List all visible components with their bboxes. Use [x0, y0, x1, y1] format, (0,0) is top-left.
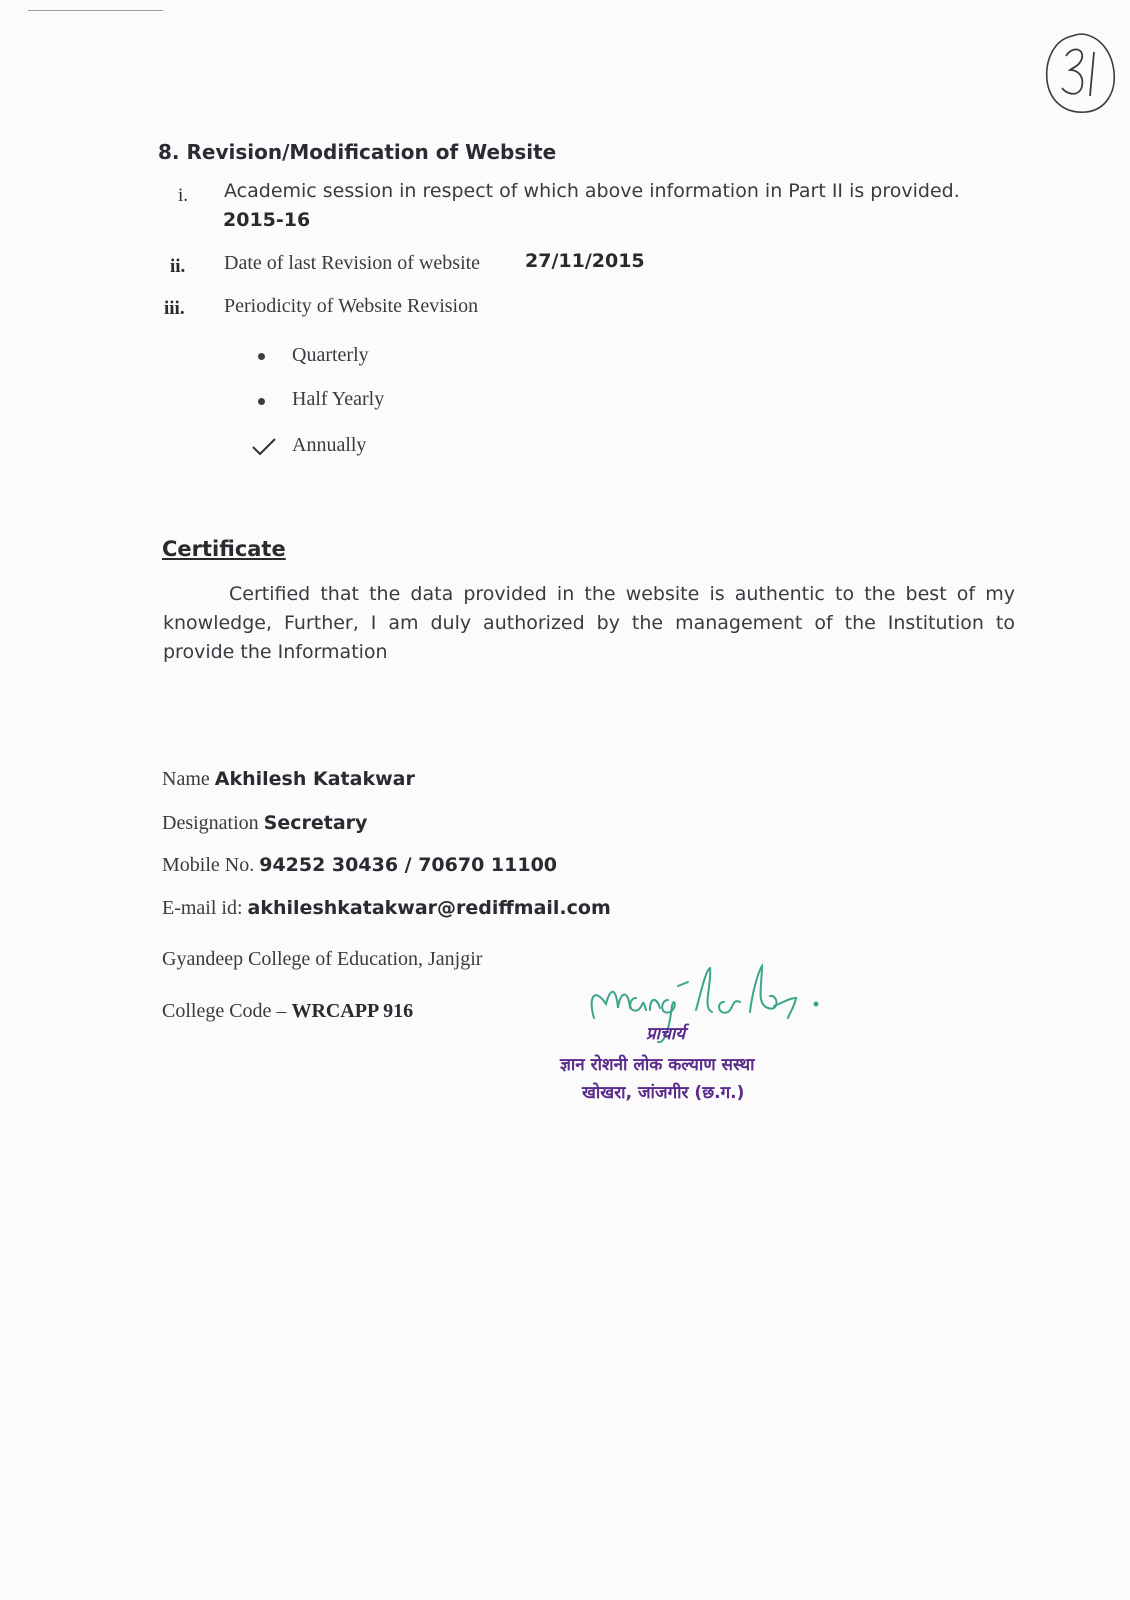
revision-date-value: 27/11/2015 [525, 250, 645, 272]
option-label: Quarterly [292, 344, 369, 366]
college-code-field [162, 1000, 413, 1023]
stamp-address: खोखरा, जांजगीर (छ.ग.) [582, 1083, 745, 1103]
email-value: akhileshkatakwar@rediffmail.com [247, 897, 611, 919]
item-number: iii. [164, 298, 185, 319]
handwritten-signature [584, 958, 854, 1048]
name-field [162, 768, 415, 791]
certificate-body: Certified that the data provided in the website is authentic to the best of my knowledge, Further, I am duly authorized by the management of the Institution to provide the Information [163, 583, 1015, 663]
college-name: Gyandeep College of Education, Janjgir [162, 948, 483, 970]
item-number: i. [178, 185, 189, 206]
checkmark-icon [251, 437, 277, 457]
mobile-field [162, 854, 557, 877]
section-heading: 8. Revision/Modification of Website [158, 140, 557, 164]
option-label: Half Yearly [292, 388, 385, 410]
name-value: Akhilesh Katakwar [214, 768, 415, 790]
mobile-label: Mobile No. [162, 854, 255, 876]
item-text: Periodicity of Website Revision [224, 295, 479, 317]
name-label: Name [162, 768, 210, 790]
stamp-title: प्राचार्य [646, 1024, 686, 1044]
designation-label: Designation [162, 812, 259, 834]
item-number: ii. [170, 256, 186, 277]
designation-value: Secretary [263, 812, 368, 834]
college-code-value: WRCAPP 916 [291, 1000, 414, 1022]
mobile-value: 94252 30436 / 70670 11100 [259, 854, 558, 876]
page-number-mark [1042, 30, 1118, 116]
designation-field [162, 812, 367, 835]
email-field [162, 897, 611, 920]
bullet-icon [258, 398, 265, 405]
item-text: Academic session in respect of which above information in Part II is provided. [224, 180, 960, 202]
college-code-label: College Code – [162, 1000, 287, 1022]
item-text: Date of last Revision of website [224, 252, 481, 274]
email-label: E-mail id: [162, 897, 243, 919]
certificate-title: Certificate [162, 537, 286, 561]
option-label: Annually [292, 434, 367, 456]
bullet-icon [258, 353, 265, 360]
academic-session-value: 2015-16 [223, 209, 311, 231]
scan-edge-line [28, 10, 163, 11]
stamp-organization: ज्ञान रोशनी लोक कल्याण सस्था [560, 1055, 755, 1075]
